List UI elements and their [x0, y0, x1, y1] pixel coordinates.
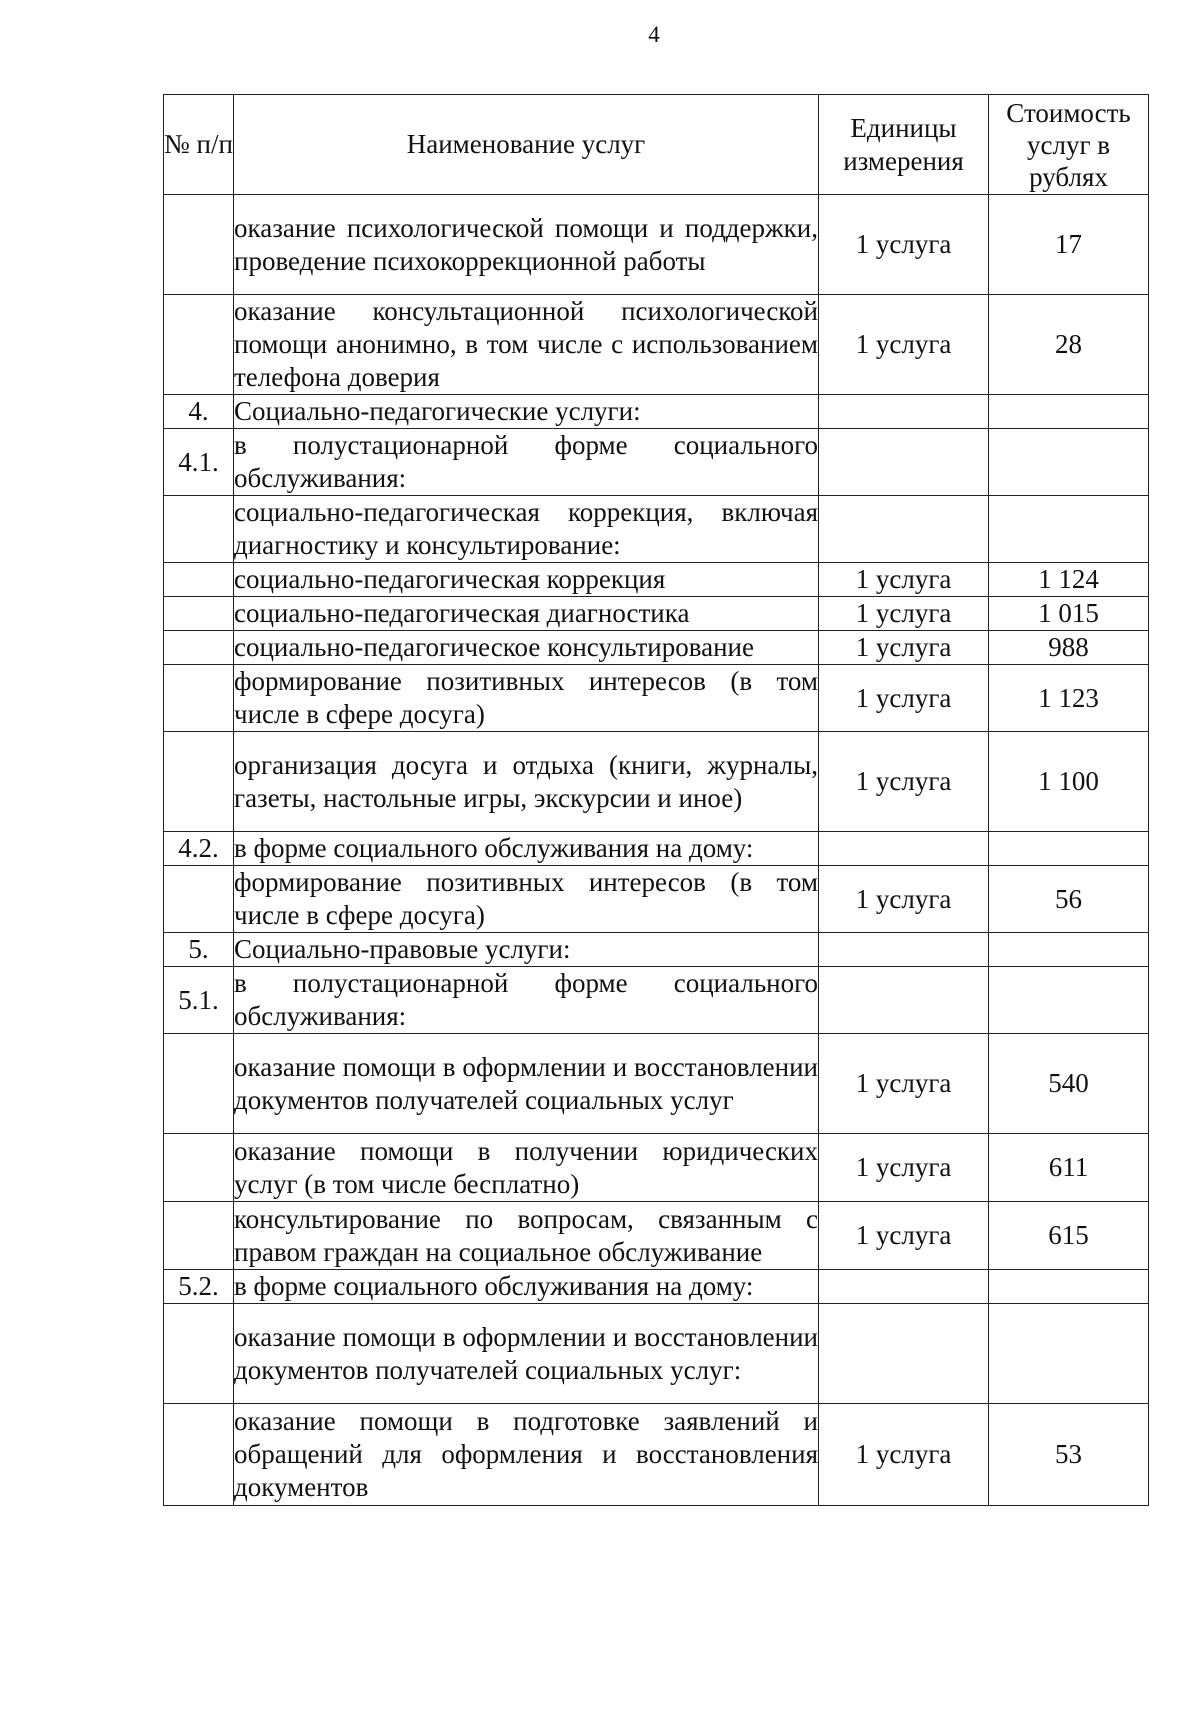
- row-service-name: в полустационарной форме социального обслуживания:: [234, 429, 819, 496]
- table-row: [164, 195, 1149, 295]
- row-cost: 56: [989, 866, 1149, 933]
- page-number: 4: [648, 22, 660, 47]
- row-service-name: формирование позитивных интересов (в том числе в сфере досуга): [234, 665, 819, 732]
- table-row: [164, 665, 1149, 732]
- row-unit: [819, 1270, 989, 1304]
- row-number: [164, 295, 234, 395]
- row-cost: [989, 933, 1149, 967]
- row-unit: 1 услуга: [819, 665, 989, 732]
- row-cost: 611: [989, 1134, 1149, 1202]
- row-cost: 1 124: [989, 563, 1149, 597]
- row-unit: 1 услуга: [819, 597, 989, 631]
- row-cost: 1 123: [989, 665, 1149, 732]
- row-number: [164, 1404, 234, 1506]
- row-number: [164, 665, 234, 732]
- row-unit: [819, 496, 989, 563]
- row-service-name: Социально-педагогические услуги:: [234, 395, 819, 429]
- table-row: [164, 866, 1149, 933]
- header-cost: Стоимость услуг в рублях: [989, 95, 1149, 195]
- row-unit: [819, 429, 989, 496]
- table-row: [164, 1034, 1149, 1134]
- row-cost: [989, 429, 1149, 496]
- row-unit: 1 услуга: [819, 1034, 989, 1134]
- row-number: 4.: [164, 395, 234, 429]
- row-number: [164, 866, 234, 933]
- table-row: [164, 631, 1149, 665]
- row-cost: [989, 496, 1149, 563]
- row-service-name: оказание психологической помощи и поддержки, проведение психокоррекционной работы: [234, 195, 819, 295]
- row-unit: 1 услуга: [819, 1404, 989, 1506]
- row-unit: 1 услуга: [819, 563, 989, 597]
- row-number: [164, 563, 234, 597]
- row-service-name: социально-педагогическая коррекция, включая диагностику и консультирование:: [234, 496, 819, 563]
- row-cost: 1 015: [989, 597, 1149, 631]
- row-cost: 17: [989, 195, 1149, 295]
- row-service-name: оказание помощи в подготовке заявлений и обращений для оформления и восстановления документов: [234, 1404, 819, 1506]
- row-service-name: формирование позитивных интересов (в том числе в сфере досуга): [234, 866, 819, 933]
- row-unit: 1 услуга: [819, 295, 989, 395]
- row-service-name: социально-педагогическая коррекция: [234, 563, 819, 597]
- row-unit: 1 услуга: [819, 866, 989, 933]
- row-unit: [819, 1304, 989, 1404]
- row-unit: 1 услуга: [819, 732, 989, 832]
- row-service-name: в полустационарной форме социального обслуживания:: [234, 967, 819, 1034]
- row-unit: [819, 967, 989, 1034]
- row-number: [164, 496, 234, 563]
- subsection-row: [164, 832, 1149, 866]
- subsection-row: [164, 429, 1149, 496]
- header-service-name: Наименование услуг: [234, 95, 819, 195]
- row-number: [164, 1134, 234, 1202]
- row-number: [164, 631, 234, 665]
- row-cost: 540: [989, 1034, 1149, 1134]
- row-service-name: социально-педагогическая диагностика: [234, 597, 819, 631]
- table-row: [164, 732, 1149, 832]
- row-number: 5.2.: [164, 1270, 234, 1304]
- row-number: [164, 597, 234, 631]
- table-row: [164, 1134, 1149, 1202]
- row-unit: [819, 933, 989, 967]
- subsection-row: [164, 967, 1149, 1034]
- row-cost: 28: [989, 295, 1149, 395]
- row-number: [164, 732, 234, 832]
- table-row: [164, 1202, 1149, 1270]
- table-row: [164, 295, 1149, 395]
- subsection-row: [164, 1270, 1149, 1304]
- row-service-name: оказание помощи в оформлении и восстановлении документов получателей социальных услуг:: [234, 1304, 819, 1404]
- row-unit: [819, 832, 989, 866]
- row-number: 5.1.: [164, 967, 234, 1034]
- row-number: 4.2.: [164, 832, 234, 866]
- row-service-name: организация досуга и отдыха (книги, журналы, газеты, настольные игры, экскурсии и иное): [234, 732, 819, 832]
- row-cost: 1 100: [989, 732, 1149, 832]
- services-price-table: [163, 94, 1149, 1506]
- row-cost: [989, 967, 1149, 1034]
- row-number: [164, 195, 234, 295]
- row-unit: 1 услуга: [819, 1134, 989, 1202]
- row-service-name: в форме социального обслуживания на дому:: [234, 832, 819, 866]
- table-header-row: [164, 95, 1149, 195]
- table-row: [164, 1404, 1149, 1506]
- row-cost: 615: [989, 1202, 1149, 1270]
- section-row: [164, 395, 1149, 429]
- row-service-name: оказание помощи в оформлении и восстановлении документов получателей социальных услуг: [234, 1034, 819, 1134]
- group-row: [164, 1304, 1149, 1404]
- row-service-name: Социально-правовые услуги:: [234, 933, 819, 967]
- row-unit: 1 услуга: [819, 1202, 989, 1270]
- row-unit: 1 услуга: [819, 631, 989, 665]
- row-number: [164, 1202, 234, 1270]
- row-cost: 988: [989, 631, 1149, 665]
- group-row: [164, 496, 1149, 563]
- table-row: [164, 563, 1149, 597]
- row-service-name: консультирование по вопросам, связанным с правом граждан на социальное обслуживание: [234, 1202, 819, 1270]
- row-cost: 53: [989, 1404, 1149, 1506]
- row-service-name: в форме социального обслуживания на дому:: [234, 1270, 819, 1304]
- header-number: № п/п: [164, 95, 234, 195]
- row-number: 4.1.: [164, 429, 234, 496]
- row-cost: [989, 832, 1149, 866]
- row-service-name: оказание помощи в получении юридических услуг (в том числе бесплатно): [234, 1134, 819, 1202]
- table-row: [164, 597, 1149, 631]
- section-row: [164, 933, 1149, 967]
- row-number: [164, 1304, 234, 1404]
- row-number: [164, 1034, 234, 1134]
- row-cost: [989, 1304, 1149, 1404]
- row-cost: [989, 395, 1149, 429]
- row-unit: [819, 395, 989, 429]
- header-unit: Единицы измерения: [819, 95, 989, 195]
- row-service-name: социально-педагогическое консультирование: [234, 631, 819, 665]
- row-number: 5.: [164, 933, 234, 967]
- row-service-name: оказание консультационной психологической помощи анонимно, в том числе с использованием телефона доверия: [234, 295, 819, 395]
- row-unit: 1 услуга: [819, 195, 989, 295]
- row-cost: [989, 1270, 1149, 1304]
